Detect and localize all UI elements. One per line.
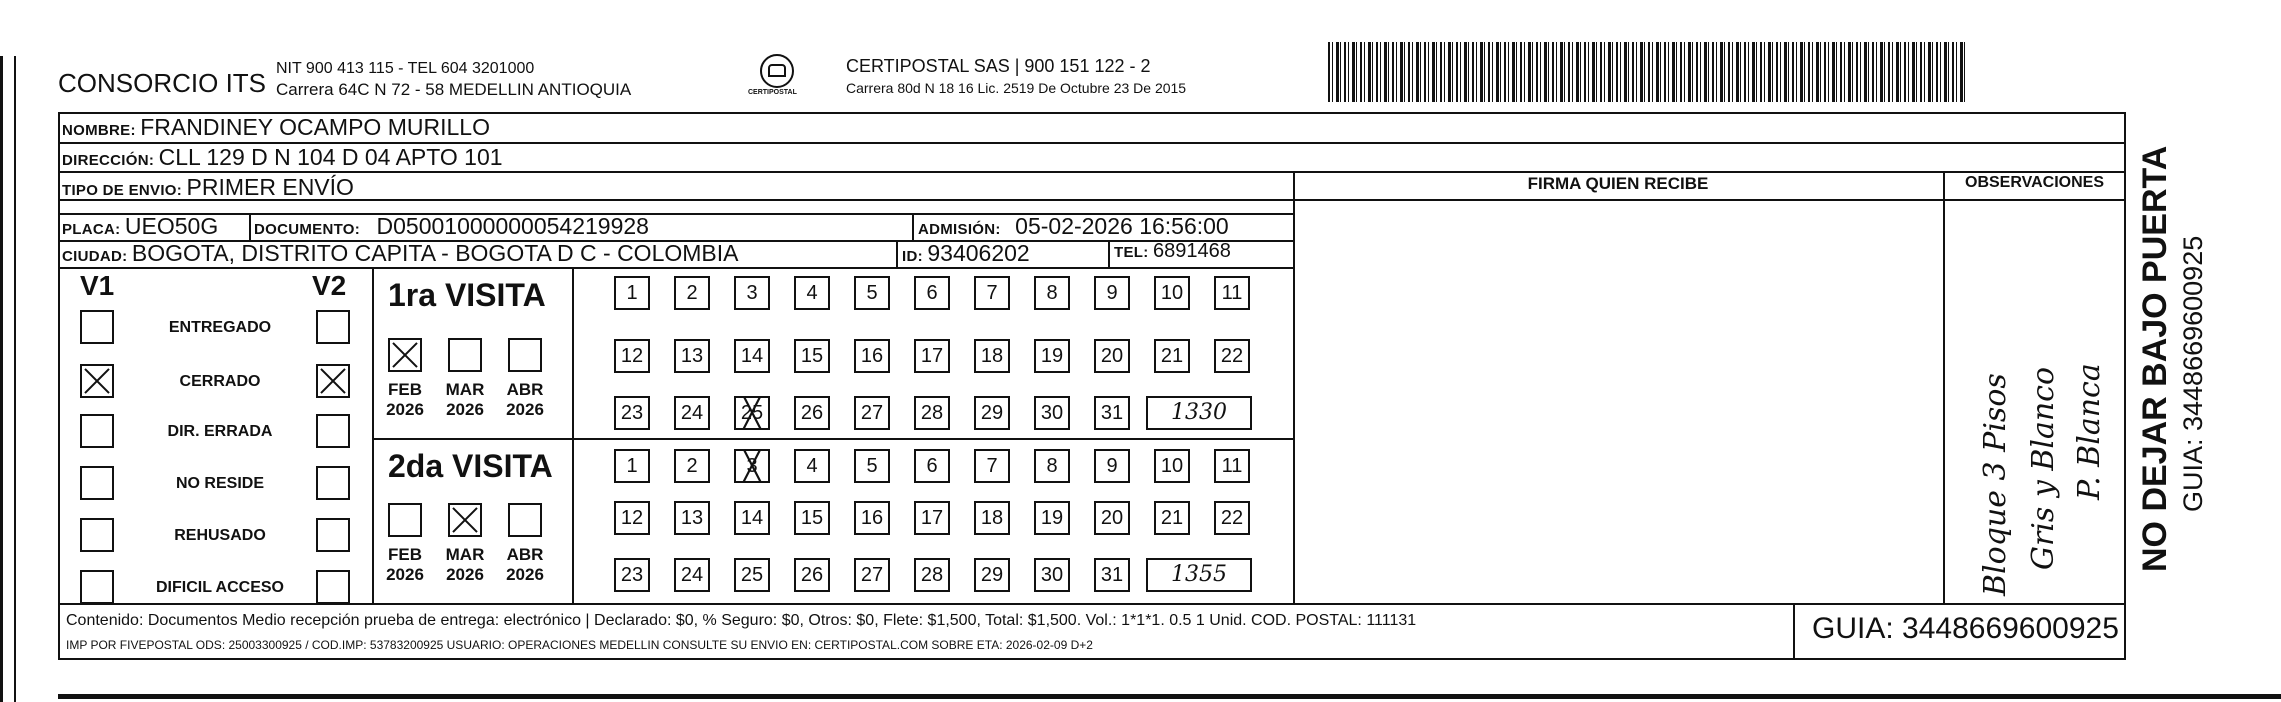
company-info-line1: NIT 900 413 115 - TEL 604 3201000 [276, 60, 535, 77]
v2-checkbox[interactable] [316, 414, 350, 448]
id-label: ID: [902, 248, 923, 265]
day-box[interactable]: 13 [674, 339, 710, 373]
time-box[interactable]: 1355 [1146, 558, 1252, 592]
obs-handwriting-1: Bloque 3 Pisos [1978, 373, 2013, 596]
day-box[interactable]: 30 [1034, 396, 1070, 430]
day-box[interactable]: 26 [794, 558, 830, 592]
status-label: NO RESIDE [175, 475, 264, 492]
day-box[interactable]: 3 [734, 276, 770, 310]
day-box[interactable]: 31 [1094, 396, 1130, 430]
v1-header: V1 [80, 270, 115, 301]
month-name: ABR [506, 380, 544, 399]
v1-checkbox[interactable] [80, 518, 114, 552]
tipo-row [62, 174, 354, 201]
v2-checkbox[interactable] [316, 570, 350, 604]
v2-checkbox[interactable] [316, 310, 350, 344]
day-box[interactable]: 24 [674, 396, 710, 430]
direccion-label: DIRECCIÓN: [62, 152, 155, 169]
day-box[interactable]: 2 [674, 449, 710, 483]
placa-label: PLACA: [62, 221, 121, 238]
day-box[interactable]: 13 [674, 501, 710, 535]
day-box[interactable]: 28 [914, 396, 950, 430]
day-box[interactable]: 27 [854, 558, 890, 592]
day-box[interactable]: 26 [794, 396, 830, 430]
month-checkbox[interactable] [388, 338, 422, 372]
day-box[interactable]: 22 [1214, 339, 1250, 373]
day-box[interactable]: 28 [914, 558, 950, 592]
obs-handwriting-3: P. Blanca [2072, 363, 2107, 500]
carrier-line1: CERTIPOSTAL SAS | 900 151 122 - 2 [846, 56, 1151, 76]
day-box[interactable]: 8 [1034, 276, 1070, 310]
company-info-line2: Carrera 64C N 72 - 58 MEDELLIN ANTIOQUIA [276, 80, 632, 99]
obs-handwriting-2: Gris y Blanco [2026, 366, 2061, 570]
left-edge-inner-line [14, 56, 16, 702]
day-box[interactable]: 11 [1214, 276, 1250, 310]
ciudad-label: CIUDAD: [62, 248, 128, 265]
day-box[interactable]: 21 [1154, 501, 1190, 535]
day-box[interactable]: 5 [854, 449, 890, 483]
month-year: 2026 [446, 565, 484, 584]
day-box[interactable]: 17 [914, 501, 950, 535]
direccion-value: CLL 129 D N 104 D 04 APTO 101 [158, 144, 503, 170]
ciudad-value: BOGOTA, DISTRITO CAPITA - BOGOTA D C - COLOMBIA [131, 240, 739, 266]
id-cell [902, 240, 1030, 267]
placa-cell [62, 213, 218, 240]
v1-checkbox[interactable] [80, 466, 114, 500]
day-box[interactable]: 2 [674, 276, 710, 310]
left-edge-line [0, 56, 3, 702]
day-box[interactable]: 1 [614, 276, 650, 310]
status-label: ENTREGADO [168, 319, 272, 336]
month-checkbox[interactable] [448, 338, 482, 372]
placa-value: UEO50G [124, 213, 219, 239]
day-box[interactable]: 29 [974, 558, 1010, 592]
day-box[interactable]: 7 [974, 276, 1010, 310]
day-box[interactable]: 14 [734, 501, 770, 535]
day-box[interactable]: 21 [1154, 339, 1190, 373]
barcode-icon [1328, 42, 1966, 102]
day-box[interactable]: 20 [1094, 339, 1130, 373]
day-box[interactable]: 16 [854, 339, 890, 373]
ciudad-cell [62, 240, 738, 267]
day-box[interactable]: 4 [794, 449, 830, 483]
month-year: 2026 [506, 565, 544, 584]
day-box[interactable]: 10 [1154, 449, 1190, 483]
footer-content-line: Contenido: Documentos Medio recepción prueba de entrega: electrónico | Declarado: $0, % Seguro: $0, Otros: $0, Flete: $1,500, Total: $1,500. Vol.: 1*1*1. 0.5 1 Unid. COD. POSTAL: 111131 [66, 612, 1417, 629]
v1-checkbox[interactable] [80, 570, 114, 604]
day-box[interactable]: 22 [1214, 501, 1250, 535]
month-year: 2026 [386, 400, 424, 419]
day-box[interactable]: 31 [1094, 558, 1130, 592]
day-box[interactable]: 30 [1034, 558, 1070, 592]
month-year: 2026 [506, 400, 544, 419]
day-box[interactable]: 23 [614, 558, 650, 592]
id-value: 93406202 [927, 240, 1030, 266]
firma-header: FIRMA QUIEN RECIBE [1527, 174, 1709, 193]
v2-checkbox[interactable] [316, 364, 350, 398]
observaciones-header: OBSERVACIONES [1965, 174, 2104, 191]
documento-value: D05001000000054219928 [376, 213, 649, 239]
day-box[interactable]: 14 [734, 339, 770, 373]
v2-checkbox[interactable] [316, 466, 350, 500]
day-box[interactable]: 11 [1214, 449, 1250, 483]
tipo-value: PRIMER ENVÍO [186, 174, 354, 200]
certipostal-logo-icon [760, 54, 794, 88]
admision-value: 05-02-2026 16:56:00 [1015, 213, 1229, 239]
admision-cell [918, 213, 1229, 240]
tel-cell [1114, 240, 1231, 263]
month-checkbox[interactable] [508, 503, 542, 537]
day-box[interactable]: 10 [1154, 276, 1190, 310]
day-box[interactable]: 19 [1034, 501, 1070, 535]
day-box[interactable]: 6 [914, 449, 950, 483]
v1-checkbox[interactable] [80, 310, 114, 344]
day-box[interactable]: 7 [974, 449, 1010, 483]
visit2-title: 2da VISITA [388, 448, 553, 484]
day-box[interactable]: 12 [614, 501, 650, 535]
day-box[interactable]: 15 [794, 501, 830, 535]
month-name: MAR [445, 545, 485, 564]
month-year: 2026 [386, 565, 424, 584]
day-box[interactable]: 4 [794, 276, 830, 310]
side-guia: GUIA: 3448669600925 [2178, 235, 2208, 512]
nombre-row [62, 114, 490, 141]
month-name: MAR [445, 380, 485, 399]
company-name: CONSORCIO ITS [58, 68, 267, 98]
month-checkbox[interactable] [388, 503, 422, 537]
day-box[interactable]: 18 [974, 339, 1010, 373]
nombre-value: FRANDINEY OCAMPO MURILLO [140, 114, 490, 140]
v2-checkbox[interactable] [316, 518, 350, 552]
day-box[interactable]: 9 [1094, 276, 1130, 310]
direccion-row [62, 144, 503, 171]
day-box[interactable]: 24 [674, 558, 710, 592]
month-name: ABR [506, 545, 544, 564]
tipo-label: TIPO DE ENVIO: [62, 182, 183, 199]
day-box[interactable]: 23 [614, 396, 650, 430]
documento-cell [254, 213, 649, 240]
v1-checkbox[interactable] [80, 414, 114, 448]
v2-header: V2 [312, 270, 347, 301]
footer-imp-line: IMP POR FIVEPOSTAL ODS: 25003300925 / COD.IMP: 53783200925 USUARIO: OPERACIONES MEDELLIN CONSULTE SU ENVIO EN: CERTIPOSTAL.COM SOBRE ETA: 2026-02-09 D+2 [66, 638, 1093, 652]
month-checkbox[interactable] [448, 503, 482, 537]
status-label: CERRADO [179, 373, 261, 390]
documento-label: DOCUMENTO: [254, 221, 361, 238]
v1-checkbox[interactable] [80, 364, 114, 398]
footer-guia: GUIA: 3448669600925 [1812, 612, 2119, 645]
day-box[interactable]: 25 ╳ [734, 396, 770, 430]
day-box[interactable]: 17 [914, 339, 950, 373]
day-box[interactable]: 15 [794, 339, 830, 373]
nombre-label: NOMBRE: [62, 122, 136, 139]
day-box[interactable]: 12 [614, 339, 650, 373]
day-box[interactable]: 25 [734, 558, 770, 592]
signature-area[interactable] [1296, 202, 1942, 602]
day-box[interactable]: 20 [1094, 501, 1130, 535]
month-name: FEB [388, 380, 422, 399]
day-box[interactable]: 27 [854, 396, 890, 430]
side-warning: NO DEJAR BAJO PUERTA [2136, 145, 2174, 572]
status-label: DIFICIL ACCESO [155, 579, 284, 596]
day-box[interactable]: 19 [1034, 339, 1070, 373]
month-checkbox[interactable] [508, 338, 542, 372]
status-label: DIR. ERRADA [167, 423, 273, 440]
time-box[interactable]: 1330 [1146, 396, 1252, 430]
day-box[interactable]: 9 [1094, 449, 1130, 483]
day-box[interactable]: 3 ╳ [734, 449, 770, 483]
day-box[interactable]: 6 [914, 276, 950, 310]
day-box[interactable]: 8 [1034, 449, 1070, 483]
day-box[interactable]: 5 [854, 276, 890, 310]
carrier-line2: Carrera 80d N 18 16 Lic. 2519 De Octubre 23 De 2015 [846, 80, 1187, 96]
tel-value: 6891468 [1152, 240, 1231, 262]
day-box[interactable]: 29 [974, 396, 1010, 430]
logo-caption: CERTIPOSTAL [748, 89, 797, 96]
status-label: REHUSADO [174, 527, 266, 544]
visit1-title: 1ra VISITA [388, 277, 546, 313]
day-box[interactable]: 16 [854, 501, 890, 535]
day-box[interactable]: 18 [974, 501, 1010, 535]
month-year: 2026 [446, 400, 484, 419]
bottom-edge-line [58, 694, 2281, 699]
month-name: FEB [388, 545, 422, 564]
tel-label: TEL: [1114, 244, 1149, 261]
admision-label: ADMISIÓN: [918, 221, 1001, 238]
day-box[interactable]: 1 [614, 449, 650, 483]
